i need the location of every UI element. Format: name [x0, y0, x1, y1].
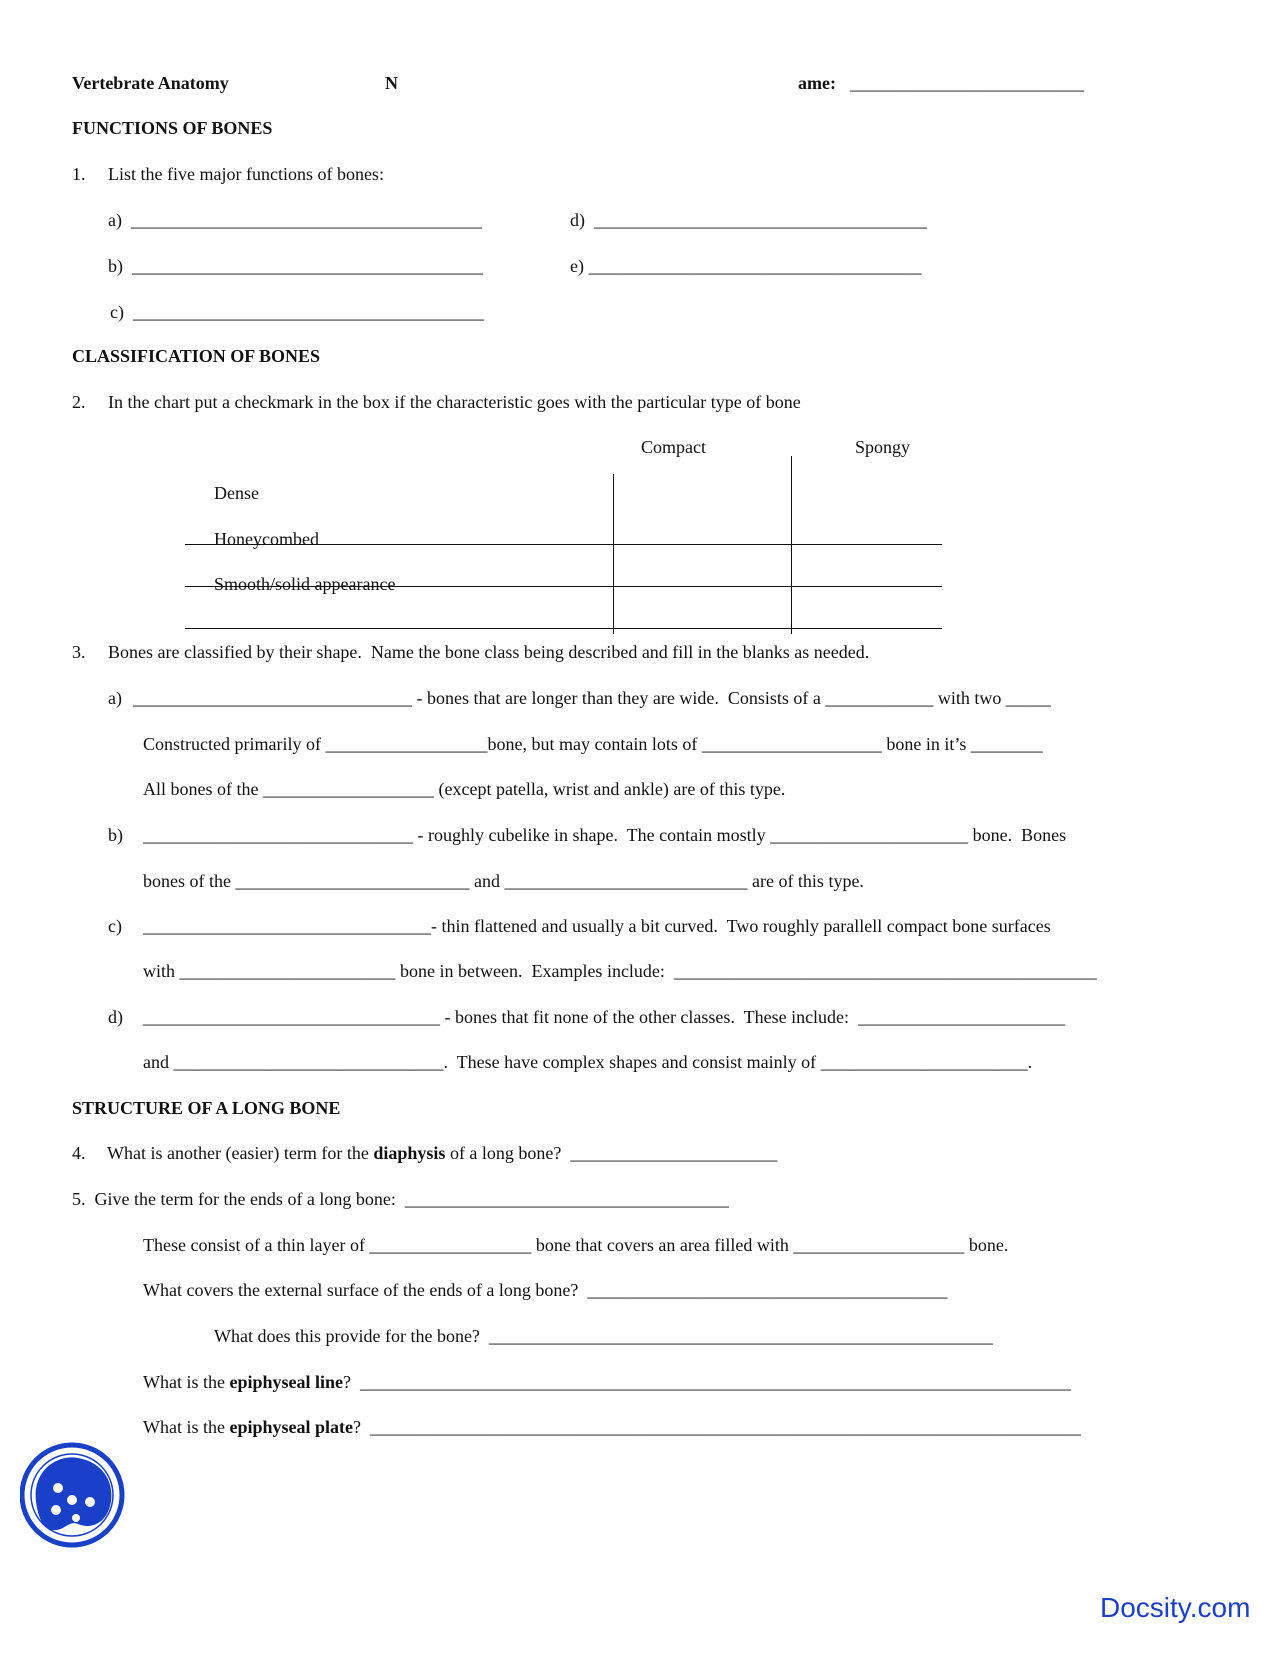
q3b-label: b)	[108, 825, 123, 845]
q3a-line-2[interactable]: Constructed primarily of __________________bone, but may contain lots of ____________________ bone in it’s ________	[143, 734, 1043, 754]
q1-answer-e[interactable]: e) _____________________________________	[570, 256, 922, 276]
q3a-line-1[interactable]: _______________________________ - bones that are longer than they are wide. Consists of a ____________ with two _____	[133, 688, 1051, 708]
docsity-brand[interactable]: Docsity.com	[1100, 1592, 1251, 1623]
chart-rule-3	[185, 628, 942, 629]
q1-answer-b[interactable]: b) _______________________________________	[108, 256, 483, 276]
q5-line-4-post[interactable]: ? _______________________________________________________________________________	[343, 1372, 1072, 1392]
q5-line-3[interactable]: What does this provide for the bone? ________________________________________________________	[214, 1326, 993, 1346]
q5-line-4-pre: What is the	[143, 1372, 230, 1392]
q3b-line-1[interactable]: ______________________________ - roughly cubelike in shape. The contain mostly ______________________ bone. Bones	[143, 825, 1067, 845]
chart-cell-smooth-spongy[interactable]	[792, 588, 942, 626]
q5-line-4[interactable]	[143, 1371, 1071, 1393]
q4-term-diaphysis: diaphysis	[373, 1143, 446, 1163]
q4-text-post[interactable]: of a long bone? _______________________	[445, 1143, 778, 1163]
q3b-line-2[interactable]: bones of the __________________________ and ___________________________ are of this type.	[143, 871, 864, 891]
q5-line-1[interactable]: These consist of a thin layer of __________________ bone that covers an area filled with ___________________ bone.	[143, 1235, 1009, 1255]
q3d-label: d)	[108, 1007, 123, 1027]
name-label: ame:	[798, 73, 836, 93]
q2-text: In the chart put a checkmark in the box if the characteristic goes with the particular type of bone	[108, 392, 801, 412]
q1-answer-a[interactable]: a) _______________________________________	[108, 210, 482, 230]
section-functions: FUNCTIONS OF BONES	[72, 118, 273, 138]
chart-rule-2	[185, 586, 942, 587]
q5-line-5-post[interactable]: ? _______________________________________________________________________________	[353, 1417, 1081, 1437]
q1-text: List the five major functions of bones:	[108, 164, 384, 184]
chart-cell-dense-spongy[interactable]	[792, 488, 942, 542]
section-classification: CLASSIFICATION OF BONES	[72, 346, 321, 366]
q5-line-2[interactable]: What covers the external surface of the ends of a long bone? ________________________________________	[143, 1280, 948, 1300]
q5-line-5[interactable]	[143, 1416, 1081, 1438]
q3-text: Bones are classified by their shape. Name the bone class being described and fill in the blanks as needed.	[108, 642, 870, 662]
chart-row-honeycombed: Honeycombed	[214, 529, 319, 549]
chart-cell-honeycombed-compact[interactable]	[614, 546, 790, 584]
q3d-line-1[interactable]: _________________________________ - bones that fit none of the other classes. These include: _______________________	[143, 1007, 1066, 1027]
docsity-logo-icon	[20, 1438, 130, 1553]
chart-col-spongy: Spongy	[855, 437, 911, 457]
chart-cell-honeycombed-spongy[interactable]	[792, 546, 942, 584]
chart-row-smooth: Smooth/solid appearance	[214, 574, 396, 594]
q5-term-epiphyseal-line: epiphyseal line	[229, 1372, 344, 1392]
q3a-label: a)	[108, 688, 122, 708]
q4-number: 4.	[72, 1143, 86, 1163]
q5-line-5-pre: What is the	[143, 1417, 230, 1437]
chart-col-compact: Compact	[641, 437, 706, 457]
section-structure: STRUCTURE OF A LONG BONE	[72, 1098, 341, 1118]
q1-number: 1.	[72, 164, 86, 184]
q3-number: 3.	[72, 642, 86, 662]
q5-text[interactable]: 5. Give the term for the ends of a long bone: ____________________________________	[72, 1189, 729, 1209]
q3c-line-2[interactable]: with ________________________ bone in between. Examples include: _______________________________________________	[143, 961, 1097, 981]
chart-row-dense: Dense	[214, 483, 259, 503]
q2-number: 2.	[72, 392, 86, 412]
q5-term-epiphyseal-plate: epiphyseal plate	[229, 1417, 353, 1437]
q4-text[interactable]	[107, 1142, 777, 1164]
course-title: Vertebrate Anatomy	[72, 73, 229, 93]
chart-cell-dense-compact[interactable]	[614, 488, 790, 542]
chart-rule-1	[185, 544, 942, 545]
q1-answer-c[interactable]: c) _______________________________________	[110, 302, 484, 322]
q4-text-pre: What is another (easier) term for the	[107, 1143, 374, 1163]
q3c-label: c)	[108, 916, 122, 936]
q3d-line-2[interactable]: and ______________________________. These have complex shapes and consist mainly of _______________________.	[143, 1052, 1033, 1072]
name-blank[interactable]: __________________________	[850, 73, 1084, 93]
q3a-line-3[interactable]: All bones of the ___________________ (except patella, wrist and ankle) are of this type.	[143, 779, 786, 799]
q1-answer-d[interactable]: d) _____________________________________	[570, 210, 927, 230]
q3c-line-1[interactable]: ________________________________- thin flattened and usually a bit curved. Two roughly parallell compact bone surfaces	[143, 916, 1051, 936]
chart-cell-smooth-compact[interactable]	[614, 588, 790, 626]
name-n: N	[385, 73, 398, 93]
